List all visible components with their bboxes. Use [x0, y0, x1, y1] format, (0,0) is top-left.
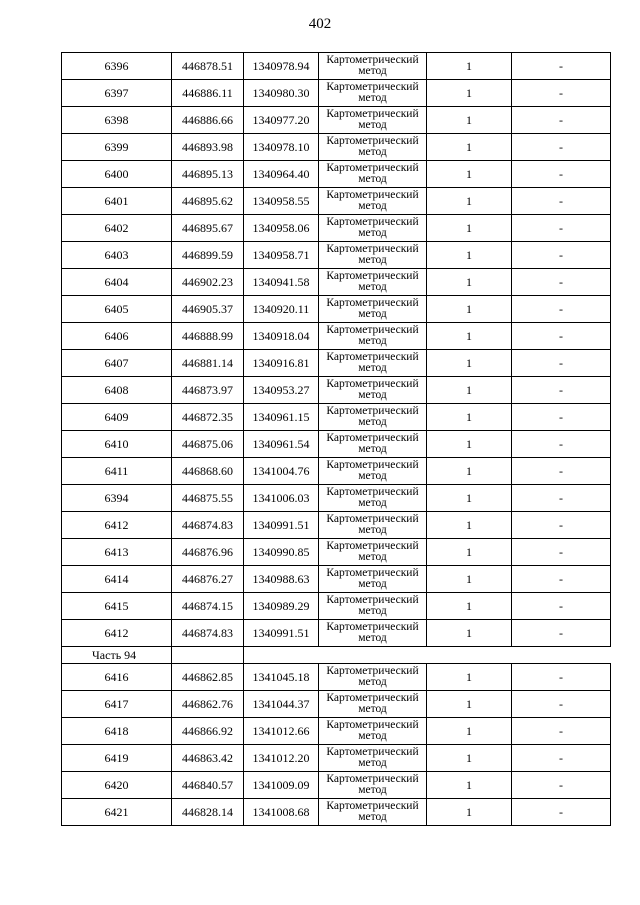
- point-number-cell: 6418: [62, 718, 172, 745]
- accuracy-cell: 1: [427, 593, 512, 620]
- point-number-cell: 6417: [62, 691, 172, 718]
- accuracy-cell: 1: [427, 718, 512, 745]
- y-coordinate-cell: 1340961.15: [244, 404, 319, 431]
- page-number: 402: [308, 16, 332, 32]
- y-coordinate-cell: 1341012.66: [244, 718, 319, 745]
- note-cell: -: [512, 620, 611, 647]
- note-cell: -: [512, 458, 611, 485]
- point-number-cell: 6400: [62, 161, 172, 188]
- point-number-cell: 6399: [62, 134, 172, 161]
- y-coordinate-cell: 1341004.76: [244, 458, 319, 485]
- accuracy-cell: 1: [427, 350, 512, 377]
- x-coordinate-cell: 446862.76: [172, 691, 244, 718]
- y-coordinate-cell: 1340977.20: [244, 107, 319, 134]
- y-coordinate-cell: 1341009.09: [244, 772, 319, 799]
- method-cell: Картометрический метод: [319, 80, 427, 107]
- note-cell: -: [512, 80, 611, 107]
- coordinates-table: [61, 52, 611, 826]
- method-cell: Картометрический метод: [319, 539, 427, 566]
- point-number-cell: 6398: [62, 107, 172, 134]
- point-number-cell: 6420: [62, 772, 172, 799]
- x-coordinate-cell: 446899.59: [172, 242, 244, 269]
- y-coordinate-cell: 1340958.55: [244, 188, 319, 215]
- x-coordinate-cell: 446888.99: [172, 323, 244, 350]
- point-number-cell: 6394: [62, 485, 172, 512]
- point-number-cell: 6416: [62, 664, 172, 691]
- method-cell: Картометрический метод: [319, 269, 427, 296]
- x-coordinate-cell: 446873.97: [172, 377, 244, 404]
- point-number-cell: 6414: [62, 566, 172, 593]
- table-row: [62, 134, 611, 161]
- y-coordinate-cell: 1340958.06: [244, 215, 319, 242]
- method-cell: Картометрический метод: [319, 718, 427, 745]
- note-cell: -: [512, 772, 611, 799]
- table-row: [62, 215, 611, 242]
- point-number-cell: 6412: [62, 620, 172, 647]
- x-coordinate-cell: 446895.62: [172, 188, 244, 215]
- y-coordinate-cell: 1340916.81: [244, 350, 319, 377]
- accuracy-cell: 1: [427, 745, 512, 772]
- point-number-cell: 6396: [62, 53, 172, 80]
- y-coordinate-cell: 1340953.27: [244, 377, 319, 404]
- x-coordinate-cell: 446840.57: [172, 772, 244, 799]
- x-coordinate-cell: 446874.83: [172, 620, 244, 647]
- x-coordinate-cell: 446863.42: [172, 745, 244, 772]
- table-row: [62, 593, 611, 620]
- y-coordinate-cell: 1340989.29: [244, 593, 319, 620]
- table-row: [62, 269, 611, 296]
- x-coordinate-cell: 446881.14: [172, 350, 244, 377]
- point-number-cell: 6411: [62, 458, 172, 485]
- method-cell: Картометрический метод: [319, 242, 427, 269]
- section-header: [62, 647, 611, 664]
- table-row: [62, 566, 611, 593]
- note-cell: -: [512, 539, 611, 566]
- note-cell: -: [512, 350, 611, 377]
- accuracy-cell: 1: [427, 53, 512, 80]
- note-cell: -: [512, 512, 611, 539]
- note-cell: -: [512, 377, 611, 404]
- accuracy-cell: 1: [427, 134, 512, 161]
- point-number-cell: 6419: [62, 745, 172, 772]
- note-cell: -: [512, 404, 611, 431]
- note-cell: -: [512, 215, 611, 242]
- y-coordinate-cell: 1340988.63: [244, 566, 319, 593]
- y-coordinate-cell: 1341045.18: [244, 664, 319, 691]
- method-cell: Картометрический метод: [319, 296, 427, 323]
- accuracy-cell: 1: [427, 458, 512, 485]
- x-coordinate-cell: 446878.51: [172, 53, 244, 80]
- note-cell: -: [512, 718, 611, 745]
- y-coordinate-cell: 1340961.54: [244, 431, 319, 458]
- x-coordinate-cell: 446905.37: [172, 296, 244, 323]
- note-cell: -: [512, 296, 611, 323]
- accuracy-cell: 1: [427, 691, 512, 718]
- x-coordinate-cell: 446876.96: [172, 539, 244, 566]
- table-row: [62, 53, 611, 80]
- accuracy-cell: 1: [427, 242, 512, 269]
- y-coordinate-cell: 1340980.30: [244, 80, 319, 107]
- table-row: [62, 799, 611, 826]
- method-cell: Картометрический метод: [319, 566, 427, 593]
- note-cell: -: [512, 593, 611, 620]
- accuracy-cell: 1: [427, 323, 512, 350]
- accuracy-cell: 1: [427, 188, 512, 215]
- accuracy-cell: 1: [427, 269, 512, 296]
- method-cell: Картометрический метод: [319, 107, 427, 134]
- point-number-cell: 6407: [62, 350, 172, 377]
- accuracy-cell: 1: [427, 772, 512, 799]
- accuracy-cell: 1: [427, 404, 512, 431]
- y-coordinate-cell: 1340978.10: [244, 134, 319, 161]
- x-coordinate-cell: 446866.92: [172, 718, 244, 745]
- note-cell: -: [512, 242, 611, 269]
- x-coordinate-cell: 446876.27: [172, 566, 244, 593]
- table-body-part-1: [62, 53, 611, 647]
- method-cell: Картометрический метод: [319, 215, 427, 242]
- table-row: [62, 691, 611, 718]
- accuracy-cell: 1: [427, 80, 512, 107]
- x-coordinate-cell: 446875.55: [172, 485, 244, 512]
- table-row: [62, 296, 611, 323]
- y-coordinate-cell: 1341006.03: [244, 485, 319, 512]
- x-coordinate-cell: 446875.06: [172, 431, 244, 458]
- method-cell: Картометрический метод: [319, 691, 427, 718]
- accuracy-cell: 1: [427, 296, 512, 323]
- note-cell: -: [512, 134, 611, 161]
- y-coordinate-cell: 1341044.37: [244, 691, 319, 718]
- point-number-cell: 6421: [62, 799, 172, 826]
- table-row: [62, 377, 611, 404]
- note-cell: -: [512, 269, 611, 296]
- section-label: Часть 94: [62, 647, 172, 664]
- table-row: [62, 404, 611, 431]
- point-number-cell: 6402: [62, 215, 172, 242]
- y-coordinate-cell: 1341008.68: [244, 799, 319, 826]
- accuracy-cell: 1: [427, 566, 512, 593]
- point-number-cell: 6415: [62, 593, 172, 620]
- table-row: [62, 431, 611, 458]
- table-row: [62, 745, 611, 772]
- table-row: [62, 664, 611, 691]
- table-row: [62, 188, 611, 215]
- method-cell: Картометрический метод: [319, 377, 427, 404]
- x-coordinate-cell: 446895.67: [172, 215, 244, 242]
- x-coordinate-cell: 446872.35: [172, 404, 244, 431]
- method-cell: Картометрический метод: [319, 134, 427, 161]
- accuracy-cell: 1: [427, 799, 512, 826]
- note-cell: -: [512, 431, 611, 458]
- note-cell: -: [512, 485, 611, 512]
- y-coordinate-cell: 1341012.20: [244, 745, 319, 772]
- table-row: [62, 458, 611, 485]
- table-row: [62, 107, 611, 134]
- point-number-cell: 6410: [62, 431, 172, 458]
- point-number-cell: 6408: [62, 377, 172, 404]
- x-coordinate-cell: 446874.15: [172, 593, 244, 620]
- table-row: [62, 242, 611, 269]
- y-coordinate-cell: 1340990.85: [244, 539, 319, 566]
- accuracy-cell: 1: [427, 539, 512, 566]
- method-cell: Картометрический метод: [319, 512, 427, 539]
- method-cell: Картометрический метод: [319, 772, 427, 799]
- point-number-cell: 6403: [62, 242, 172, 269]
- x-coordinate-cell: 446893.98: [172, 134, 244, 161]
- note-cell: -: [512, 664, 611, 691]
- y-coordinate-cell: 1340918.04: [244, 323, 319, 350]
- note-cell: -: [512, 745, 611, 772]
- x-coordinate-cell: 446868.60: [172, 458, 244, 485]
- accuracy-cell: 1: [427, 620, 512, 647]
- x-coordinate-cell: 446874.83: [172, 512, 244, 539]
- accuracy-cell: 1: [427, 664, 512, 691]
- y-coordinate-cell: 1340991.51: [244, 512, 319, 539]
- method-cell: Картометрический метод: [319, 161, 427, 188]
- table-row: [62, 323, 611, 350]
- point-number-cell: 6397: [62, 80, 172, 107]
- point-number-cell: 6409: [62, 404, 172, 431]
- note-cell: -: [512, 691, 611, 718]
- accuracy-cell: 1: [427, 215, 512, 242]
- table-row: [62, 350, 611, 377]
- table-body-part-2: [62, 664, 611, 826]
- point-number-cell: 6406: [62, 323, 172, 350]
- x-coordinate-cell: 446895.13: [172, 161, 244, 188]
- y-coordinate-cell: 1340958.71: [244, 242, 319, 269]
- x-coordinate-cell: 446886.11: [172, 80, 244, 107]
- method-cell: Картометрический метод: [319, 745, 427, 772]
- note-cell: -: [512, 323, 611, 350]
- point-number-cell: 6413: [62, 539, 172, 566]
- note-cell: -: [512, 161, 611, 188]
- method-cell: Картометрический метод: [319, 799, 427, 826]
- table-row: [62, 485, 611, 512]
- method-cell: Картометрический метод: [319, 431, 427, 458]
- x-coordinate-cell: 446862.85: [172, 664, 244, 691]
- method-cell: Картометрический метод: [319, 485, 427, 512]
- note-cell: -: [512, 107, 611, 134]
- section-row: [62, 647, 611, 664]
- note-cell: -: [512, 188, 611, 215]
- method-cell: Картометрический метод: [319, 404, 427, 431]
- method-cell: Картометрический метод: [319, 53, 427, 80]
- table-row: [62, 539, 611, 566]
- y-coordinate-cell: 1340941.58: [244, 269, 319, 296]
- y-coordinate-cell: 1340964.40: [244, 161, 319, 188]
- table-row: [62, 718, 611, 745]
- note-cell: -: [512, 53, 611, 80]
- table-row: [62, 80, 611, 107]
- method-cell: Картометрический метод: [319, 323, 427, 350]
- method-cell: Картометрический метод: [319, 664, 427, 691]
- accuracy-cell: 1: [427, 377, 512, 404]
- method-cell: Картометрический метод: [319, 593, 427, 620]
- y-coordinate-cell: 1340920.11: [244, 296, 319, 323]
- table-row: [62, 161, 611, 188]
- y-coordinate-cell: 1340978.94: [244, 53, 319, 80]
- note-cell: -: [512, 566, 611, 593]
- note-cell: -: [512, 799, 611, 826]
- method-cell: Картометрический метод: [319, 458, 427, 485]
- accuracy-cell: 1: [427, 107, 512, 134]
- point-number-cell: 6412: [62, 512, 172, 539]
- y-coordinate-cell: 1340991.51: [244, 620, 319, 647]
- accuracy-cell: 1: [427, 512, 512, 539]
- x-coordinate-cell: 446902.23: [172, 269, 244, 296]
- point-number-cell: 6404: [62, 269, 172, 296]
- table-row: [62, 512, 611, 539]
- accuracy-cell: 1: [427, 161, 512, 188]
- table-row: [62, 772, 611, 799]
- method-cell: Картометрический метод: [319, 350, 427, 377]
- point-number-cell: 6401: [62, 188, 172, 215]
- point-number-cell: 6405: [62, 296, 172, 323]
- x-coordinate-cell: 446886.66: [172, 107, 244, 134]
- table-row: [62, 620, 611, 647]
- section-blank: [244, 647, 611, 664]
- method-cell: Картометрический метод: [319, 188, 427, 215]
- accuracy-cell: 1: [427, 485, 512, 512]
- section-empty-cell: [172, 647, 244, 664]
- accuracy-cell: 1: [427, 431, 512, 458]
- x-coordinate-cell: 446828.14: [172, 799, 244, 826]
- method-cell: Картометрический метод: [319, 620, 427, 647]
